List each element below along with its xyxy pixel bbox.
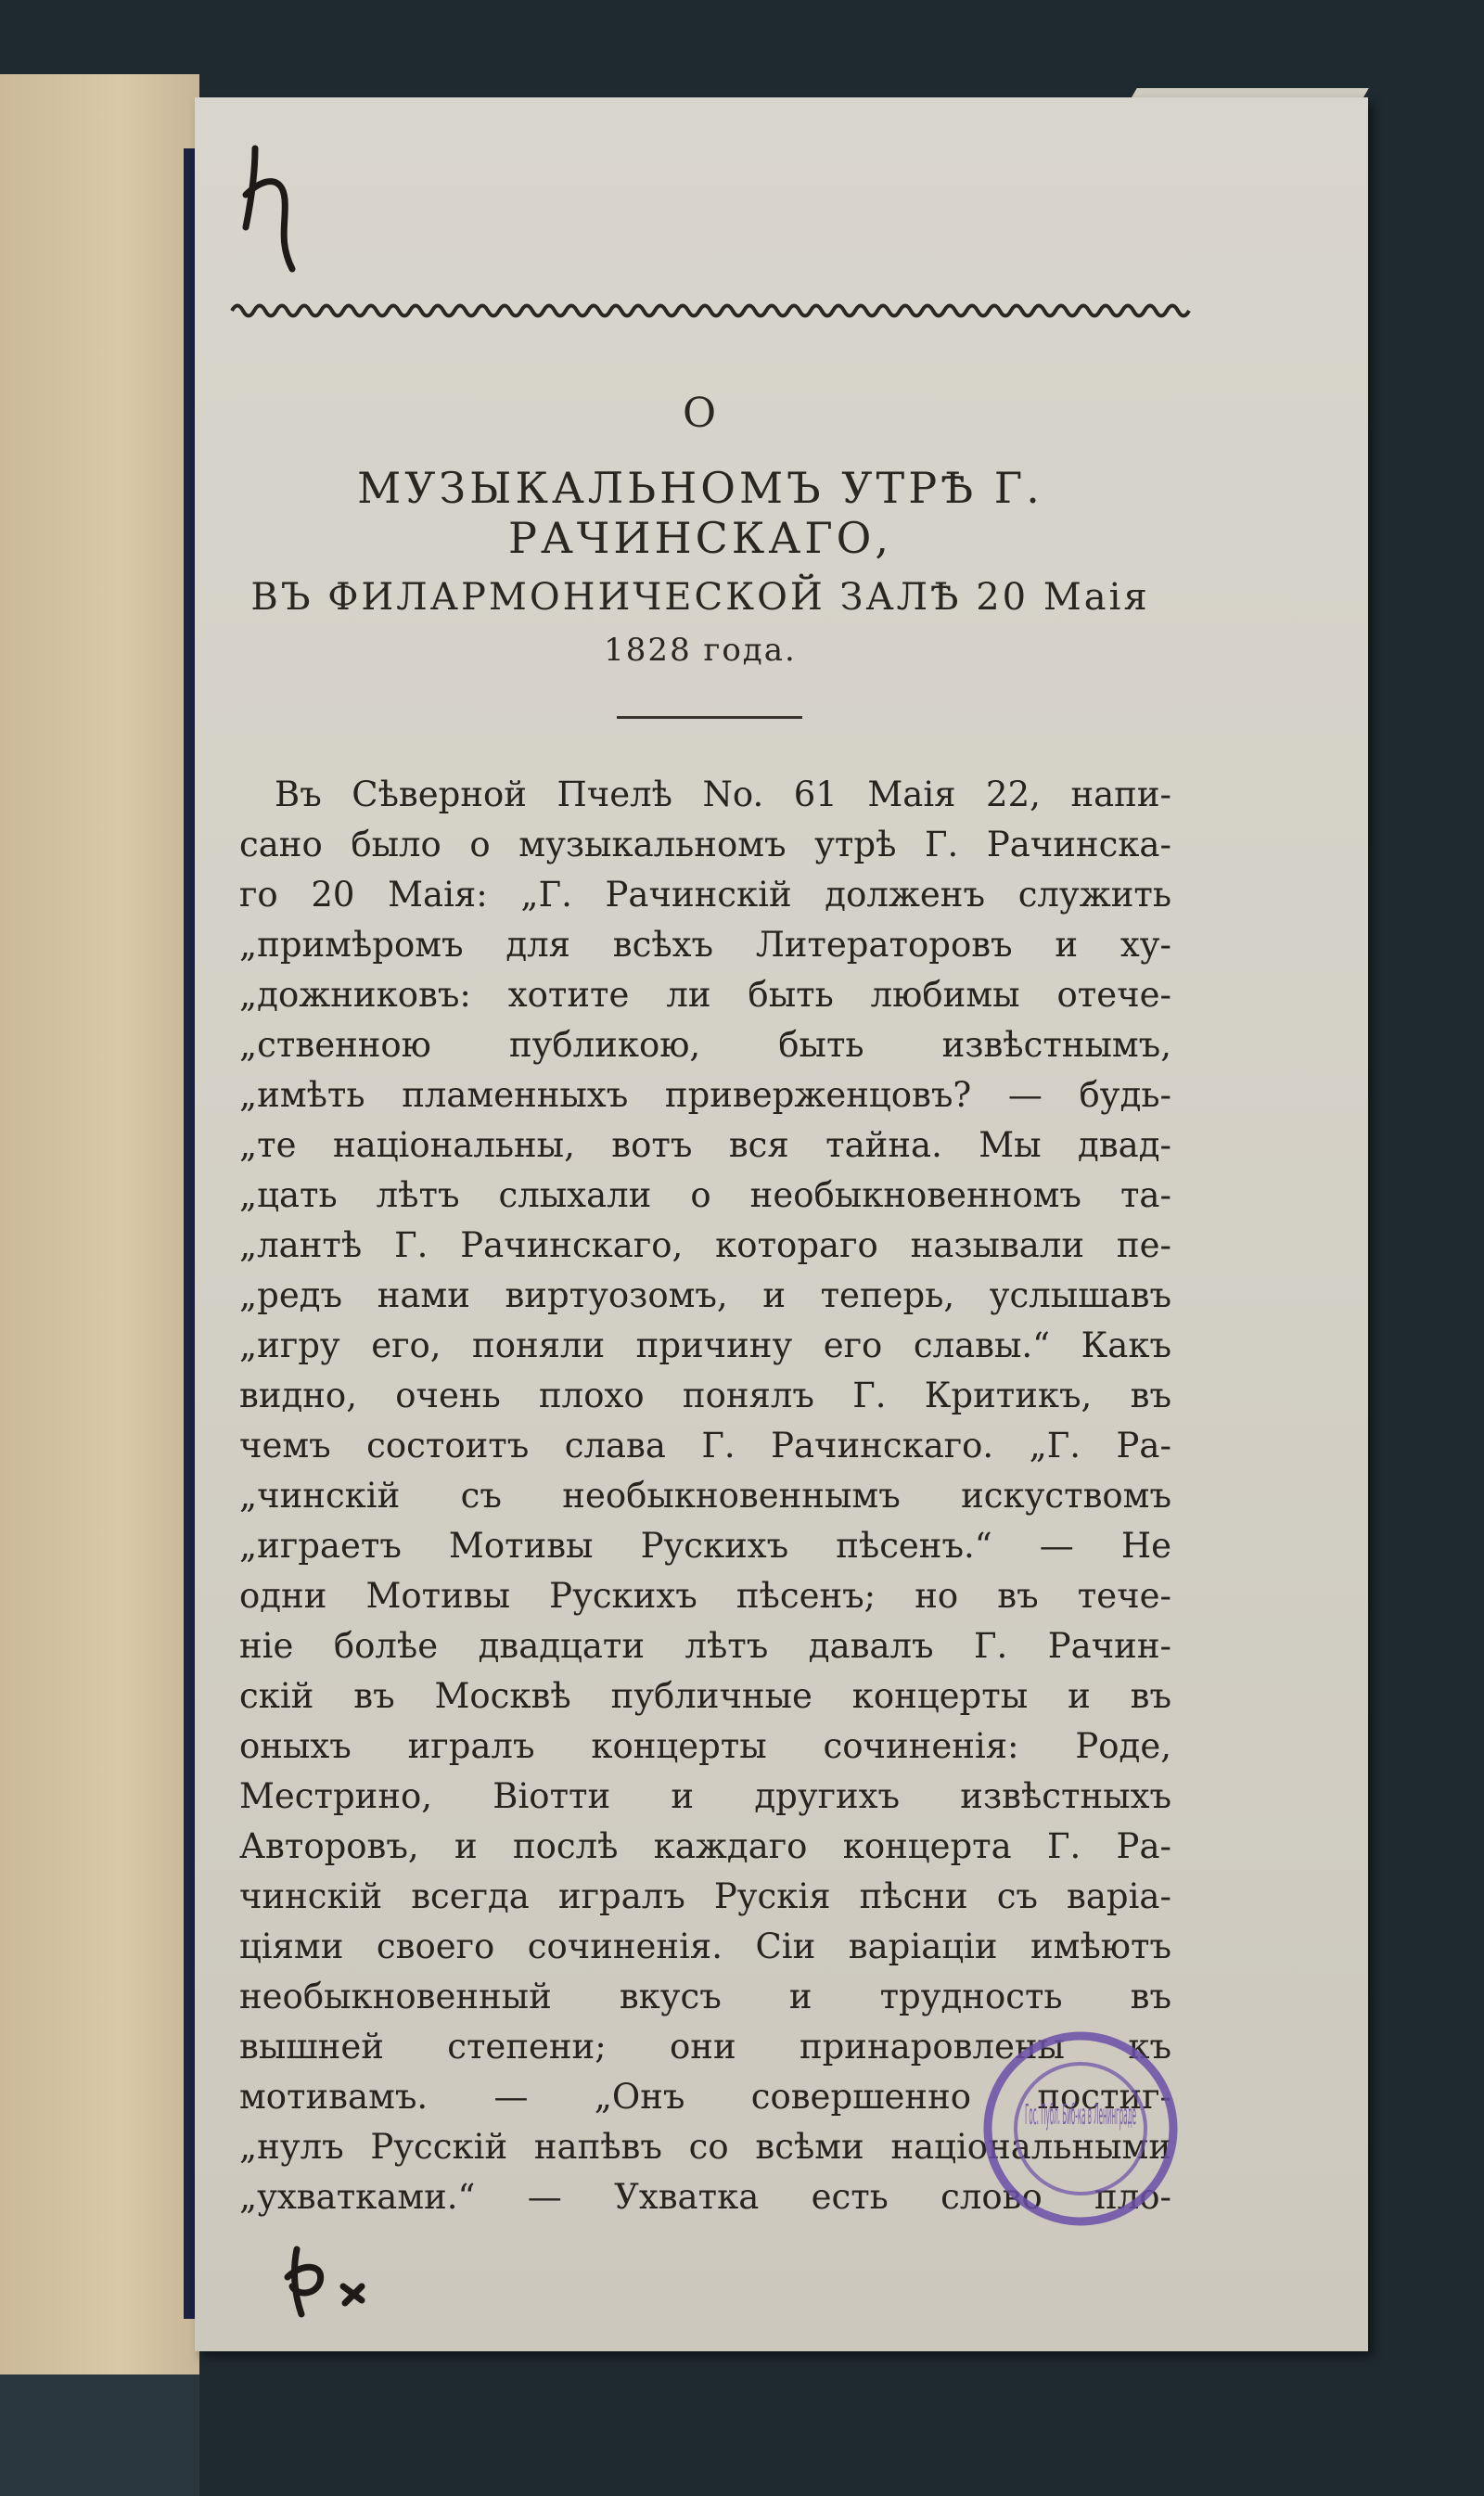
body-line: „лантѣ Г. Рачинскаго, котораго называли пе- [239, 1225, 1171, 1265]
background-corner [0, 2374, 199, 2496]
previous-page-edge [0, 74, 199, 2496]
stamp-text: Гос. Публ. Биб-ка в Ленинграде [1025, 2099, 1136, 2131]
decorative-wavy-rule [232, 297, 1169, 325]
body-line: „игру его, поняли причину его славы.“ Какъ [239, 1325, 1171, 1365]
library-stamp [974, 2022, 1187, 2235]
title-line-2: ВЪ ФИЛАРМОНИЧЕСКОЙ ЗАЛѢ 20 Маія [250, 576, 1150, 619]
handwritten-signature [278, 2240, 408, 2319]
body-line: Въ Сѣверной Пчелѣ No. 61 Маія 22, напи- [275, 774, 1171, 814]
body-line: „чинскій съ необыкновеннымъ искуствомъ [239, 1476, 1171, 1516]
body-line: одни Мотивы Рускихъ пѣсенъ; но въ тече- [239, 1576, 1171, 1616]
body-line: „играетъ Мотивы Рускихъ пѣсенъ.“ — Не [239, 1526, 1171, 1566]
body-line: „нулъ Русскій напѣвъ со всѣми національными [239, 2127, 1171, 2167]
body-line: мотивамъ. — „Онъ совершенно постиг- [239, 2077, 1171, 2117]
body-line: „примѣромъ для всѣхъ Литераторовъ и ху- [239, 925, 1171, 965]
handwritten-page-mark [227, 139, 315, 278]
body-line: скій въ Москвѣ публичные концерты и въ [239, 1676, 1171, 1716]
body-line: го 20 Маія: „Г. Рачинскій долженъ служить [239, 875, 1171, 915]
title-divider [617, 716, 802, 719]
body-line: Авторовъ, и послѣ каждаго концерта Г. Ра- [239, 1826, 1171, 1866]
body-line: Местрино, Віотти и другихъ извѣстныхъ [239, 1776, 1171, 1816]
body-line: ніе болѣе двадцати лѣтъ давалъ Г. Рачин- [239, 1626, 1171, 1666]
title-line-1: МУЗЫКАЛЬНОМЪ УТРѢ Г. РАЧИНСКАГО, [357, 463, 1043, 563]
body-line: „редъ нами виртуозомъ, и теперь, услышавъ [239, 1275, 1171, 1315]
article-body [239, 770, 1171, 2222]
body-line: вышней степени; они принаровлены къ [239, 2027, 1171, 2067]
body-line: „дожниковъ: хотите ли быть любимы отече- [239, 975, 1171, 1015]
body-line: „цать лѣтъ слыхали о необыкновенномъ та- [239, 1175, 1171, 1215]
body-line: „ухватками.“ — Ухватка есть слово пло- [239, 2177, 1171, 2217]
body-line: сано было о музыкальномъ утрѣ Г. Рачинска- [239, 825, 1171, 864]
body-line: „те національны, вотъ вся тайна. Мы двад- [239, 1125, 1171, 1165]
body-line: необыкновенный вкусъ и трудность въ [239, 1977, 1171, 2016]
body-line: чинскій всегда игралъ Рускія пѣсни съ варіа- [239, 1876, 1171, 1916]
body-line: „имѣть пламенныхъ приверженцовъ? — будь- [239, 1075, 1171, 1115]
body-line: оныхъ игралъ концерты сочиненія: Роде, [239, 1726, 1171, 1766]
body-line: ціями своего сочиненія. Сіи варіаціи имѣютъ [239, 1926, 1171, 1966]
body-line: „ственною публикою, быть извѣстнымъ, [239, 1025, 1171, 1065]
title-preposition: О [682, 390, 719, 437]
body-line: чемъ состоитъ слава Г. Рачинскаго. „Г. Ра- [239, 1426, 1171, 1466]
body-line: видно, очень плохо понялъ Г. Критикъ, въ [239, 1376, 1171, 1415]
title-line-3: 1828 года. [604, 632, 797, 669]
article-title [232, 390, 1169, 669]
